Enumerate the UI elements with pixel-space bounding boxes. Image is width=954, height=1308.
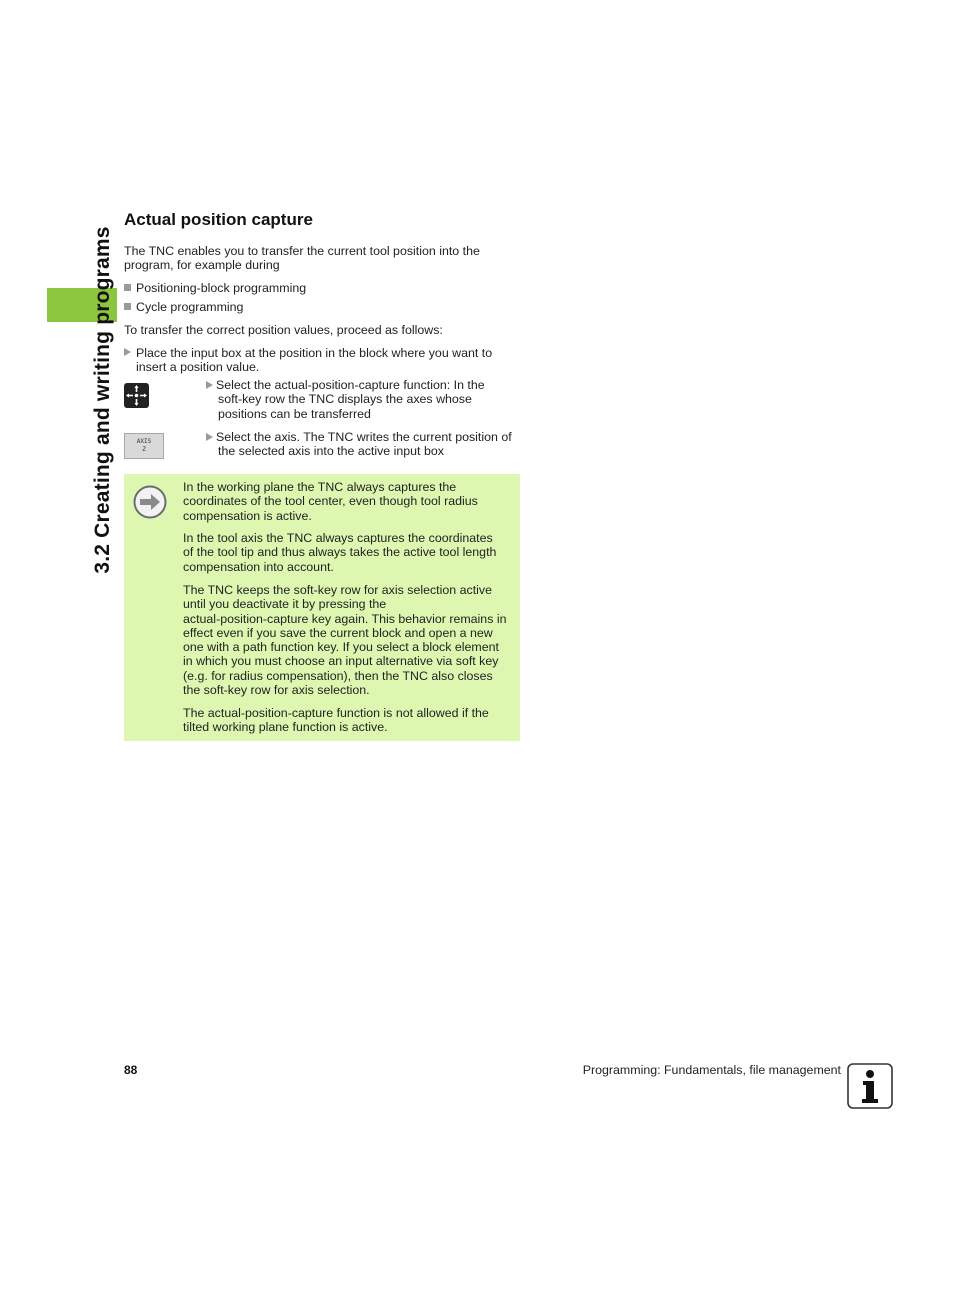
note-line: coordinates of the tool center, even though tool radius [183,494,478,509]
actual-position-capture-key[interactable] [124,383,149,408]
note-line: (e.g. for radius compensation), then the TNC also closes [183,668,493,683]
note-line: actual-position-capture key again. This behavior remains in [183,611,507,626]
intro-paragraph [124,244,520,273]
section-heading: Actual position capture [124,210,313,229]
note-line: in which you must choose an input alternative via soft key [183,654,499,669]
note-line: The actual-position-capture function is not allowed if the [183,706,489,720]
step-line: positions can be transferred [218,406,371,421]
proceed-paragraph: To transfer the correct position values, proceed as follows: [124,323,443,337]
crosshair-icon [124,383,149,408]
book-title: Programming: Fundamentals, file management [582,1063,841,1077]
step-arrow-icon [206,381,213,389]
step-2 [216,378,485,421]
intro-line: The TNC enables you to transfer the current tool position into the [124,244,480,258]
note-line: In the tool axis the TNC always captures the coordinates [183,531,493,545]
note-paragraph [183,583,513,697]
note-paragraph [183,706,513,735]
bullet-item [124,300,243,314]
intro-line: program, for example during [124,258,280,273]
bullet-item [124,281,306,295]
step-line: the selected axis into the active input box [218,444,444,459]
step-arrow-icon [124,348,131,356]
note-paragraph [183,531,513,574]
bullet-label: Positioning-block programming [136,281,307,295]
step-line: Select the actual-position-capture function: In the [216,378,485,392]
note-line: compensation is active. [183,508,312,523]
step-line: Select the axis. The TNC writes the current position of [216,430,512,444]
note-line: of the tool tip and thus always takes the active tool length [183,545,497,560]
note-box [124,474,520,741]
note-line: effect even if you save the current block and open a new [183,625,493,640]
step-1 [136,346,492,375]
note-line: tilted working plane function is active. [183,720,388,735]
axis-z-softkey[interactable] [124,433,164,459]
note-line: compensation into account. [183,559,334,574]
info-icon [847,1063,893,1109]
note-line: In the working plane the TNC always captures the [183,480,457,494]
bullet-label: Cycle programming [136,300,244,314]
note-paragraph [183,480,513,523]
note-line: The TNC keeps the soft-key row for axis selection active [183,583,492,597]
step-3 [216,430,512,459]
bullet-square-icon [124,303,131,310]
step-line: soft-key row the TNC displays the axes whose [218,392,472,407]
note-line: the soft-key row for axis selection. [183,683,370,698]
page-number: 88 [124,1063,138,1077]
softkey-label: Z [142,446,146,453]
arrow-right-circle-icon [133,485,167,519]
step-line: insert a position value. [136,360,260,375]
step-arrow-icon [206,433,213,441]
step-line: Place the input box at the position in the block where you want to [136,346,493,360]
bullet-square-icon [124,284,131,291]
chapter-title-text: 3.2 Creating and writing programs [91,226,114,574]
note-line: until you deactivate it by pressing the [183,597,387,612]
softkey-label: AXIS [136,438,152,445]
note-line: one with a path function key. If you select a block element [183,640,499,655]
